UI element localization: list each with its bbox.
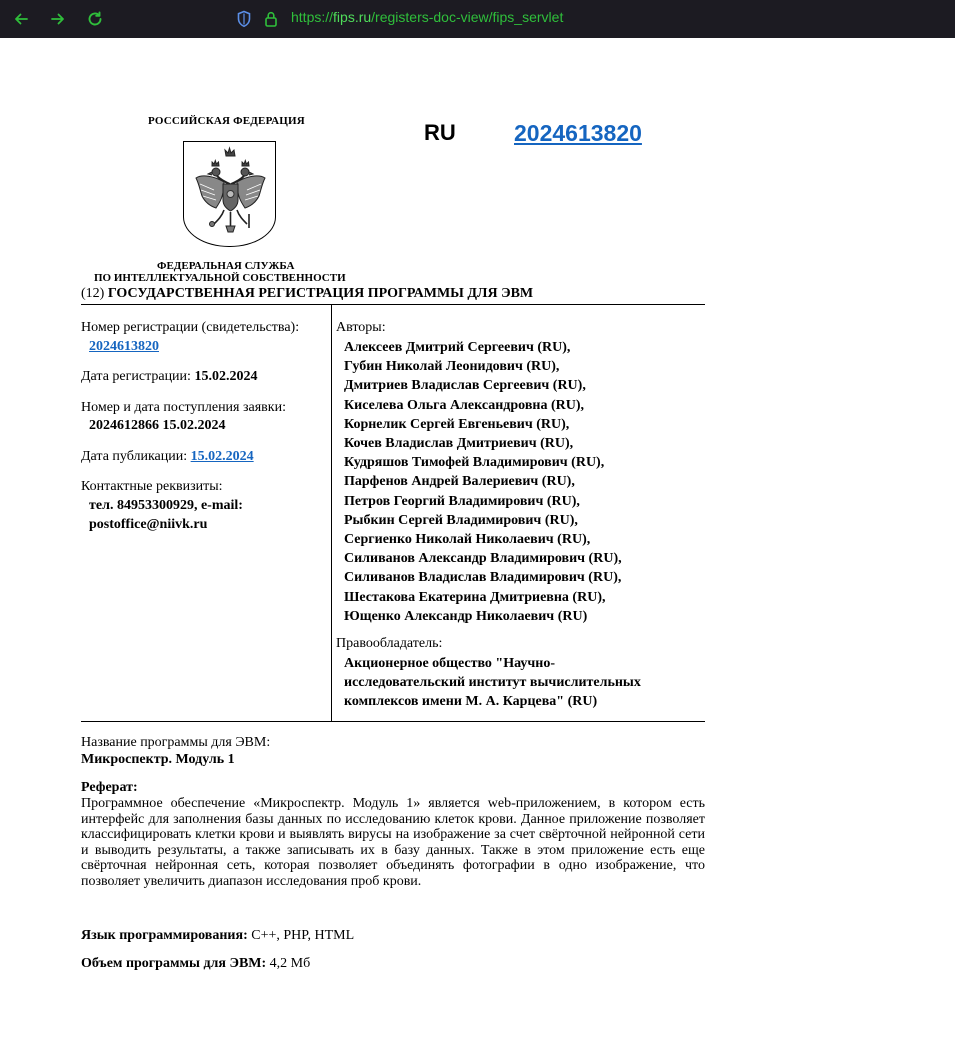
url-path: /registers-doc-view/fips_servlet xyxy=(371,9,564,25)
author-item: Корнелик Сергей Евгеньевич (RU), xyxy=(344,416,570,432)
coat-of-arms-emblem xyxy=(183,141,276,247)
service-name-line1: ФЕДЕРАЛЬНАЯ СЛУЖБА xyxy=(157,260,295,272)
author-item: Дмитриев Владислав Сергеевич (RU), xyxy=(344,378,586,394)
service-name-line2: ПО ИНТЕЛЛЕКТУАЛЬНОЙ СОБСТВЕННОСТИ xyxy=(94,272,346,284)
holder-line: Акционерное общество "Научно- xyxy=(344,656,555,671)
authors-label: Авторы: xyxy=(336,320,386,335)
language-row xyxy=(81,928,354,944)
reg-number-label: Номер регистрации (свидетельства): xyxy=(81,320,300,335)
program-name-value: Микроспектр. Модуль 1 xyxy=(81,752,235,767)
author-item: Шестакова Екатерина Дмитриевна (RU), xyxy=(344,589,606,605)
reg-date-row xyxy=(81,369,257,385)
registration-number-link[interactable]: 2024613820 xyxy=(514,120,642,146)
size-label: Объем программы для ЭВМ: xyxy=(81,956,267,971)
divider-bottom xyxy=(81,721,705,722)
author-item: Кудряшов Тимофей Владимирович (RU), xyxy=(344,455,605,471)
publication-row xyxy=(81,449,254,465)
author-item: Силиванов Владислав Владимирович (RU), xyxy=(344,570,622,586)
author-item: Киселева Ольга Александровна (RU), xyxy=(344,397,584,413)
document-type-code: (12) xyxy=(81,286,105,301)
url-scheme: https:// xyxy=(291,9,334,25)
size-value: 4,2 Мб xyxy=(269,956,311,971)
author-item: Алексеев Дмитрий Сергеевич (RU), xyxy=(344,340,571,355)
language-label: Язык программирования: xyxy=(81,928,248,943)
back-arrow-icon[interactable] xyxy=(11,9,31,29)
double-headed-eagle-icon xyxy=(184,142,277,248)
program-name-label: Название программы для ЭВМ: xyxy=(81,735,271,750)
publication-date-link[interactable]: 15.02.2024 xyxy=(190,449,254,464)
holder-label: Правообладатель: xyxy=(336,636,443,651)
authors-list xyxy=(344,338,622,626)
divider-top xyxy=(81,304,705,305)
forward-arrow-icon[interactable] xyxy=(48,9,68,29)
rights-holder xyxy=(344,654,641,711)
reg-date-label: Дата регистрации: xyxy=(81,369,191,384)
abstract-label: Реферат: xyxy=(81,780,138,795)
country-name: РОССИЙСКАЯ ФЕДЕРАЦИЯ xyxy=(148,115,305,127)
size-row xyxy=(81,956,310,972)
holder-line: исследовательский институт вычислительных xyxy=(344,675,641,690)
reload-icon[interactable] xyxy=(85,9,105,29)
document-type-heading xyxy=(81,286,533,302)
author-item: Губин Николай Леонидович (RU), xyxy=(344,359,560,375)
author-item: Ющенко Александр Николаевич (RU) xyxy=(344,608,588,624)
contacts-line1: тел. 84953300929, e-mail: xyxy=(89,498,243,513)
author-item: Рыбкин Сергей Владимирович (RU), xyxy=(344,512,578,528)
author-item: Кочев Владислав Дмитриевич (RU), xyxy=(344,436,574,452)
application-label: Номер и дата поступления заявки: xyxy=(81,400,286,415)
column-divider xyxy=(331,305,332,721)
reg-number-link[interactable]: 2024613820 xyxy=(89,339,159,354)
author-item: Силиванов Александр Владимирович (RU), xyxy=(344,551,622,567)
browser-toolbar xyxy=(0,0,955,38)
tracking-protection-shield-icon[interactable] xyxy=(234,9,254,29)
application-value: 2024612866 15.02.2024 xyxy=(89,418,226,433)
abstract-text: Программное обеспечение «Микроспектр. Модуль 1» является web-приложением, в котором есть интерфейс для заполнения базы данных по исследованию клеток крови. Данное приложение позволяет классифицировать клетки крови и выявлять вирусы на изображение за счет свёрточной нейронной сети и выводить результаты, а также записывать их в базу данных. Также в этом приложение есть еще свёрточная нейронная сеть, которая позволяет объединять фотографии в одно изображение, что позволяет увеличить диапазон исследования проб крови. xyxy=(81,796,705,889)
author-item: Петров Георгий Владимирович (RU), xyxy=(344,493,580,509)
document-type-title: ГОСУДАРСТВЕННАЯ РЕГИСТРАЦИЯ ПРОГРАММЫ ДЛЯ ЭВМ xyxy=(107,286,534,301)
author-item: Парфенов Андрей Валериевич (RU), xyxy=(344,474,575,490)
lock-icon[interactable] xyxy=(261,9,281,29)
contacts-label: Контактные реквизиты: xyxy=(81,479,223,494)
language-value: C++, PHP, HTML xyxy=(251,928,355,943)
country-code: RU xyxy=(424,120,456,145)
contacts-line2: postoffice@niivk.ru xyxy=(89,517,208,532)
address-bar-url[interactable] xyxy=(291,9,563,25)
publication-label: Дата публикации: xyxy=(81,449,188,464)
document-page xyxy=(0,38,955,1056)
holder-line: комплексов имени М. А. Карцева" (RU) xyxy=(344,694,598,709)
reg-date-value: 15.02.2024 xyxy=(194,369,258,384)
url-host: fips.ru xyxy=(333,9,372,25)
author-item: Сергиенко Николай Николаевич (RU), xyxy=(344,532,591,548)
